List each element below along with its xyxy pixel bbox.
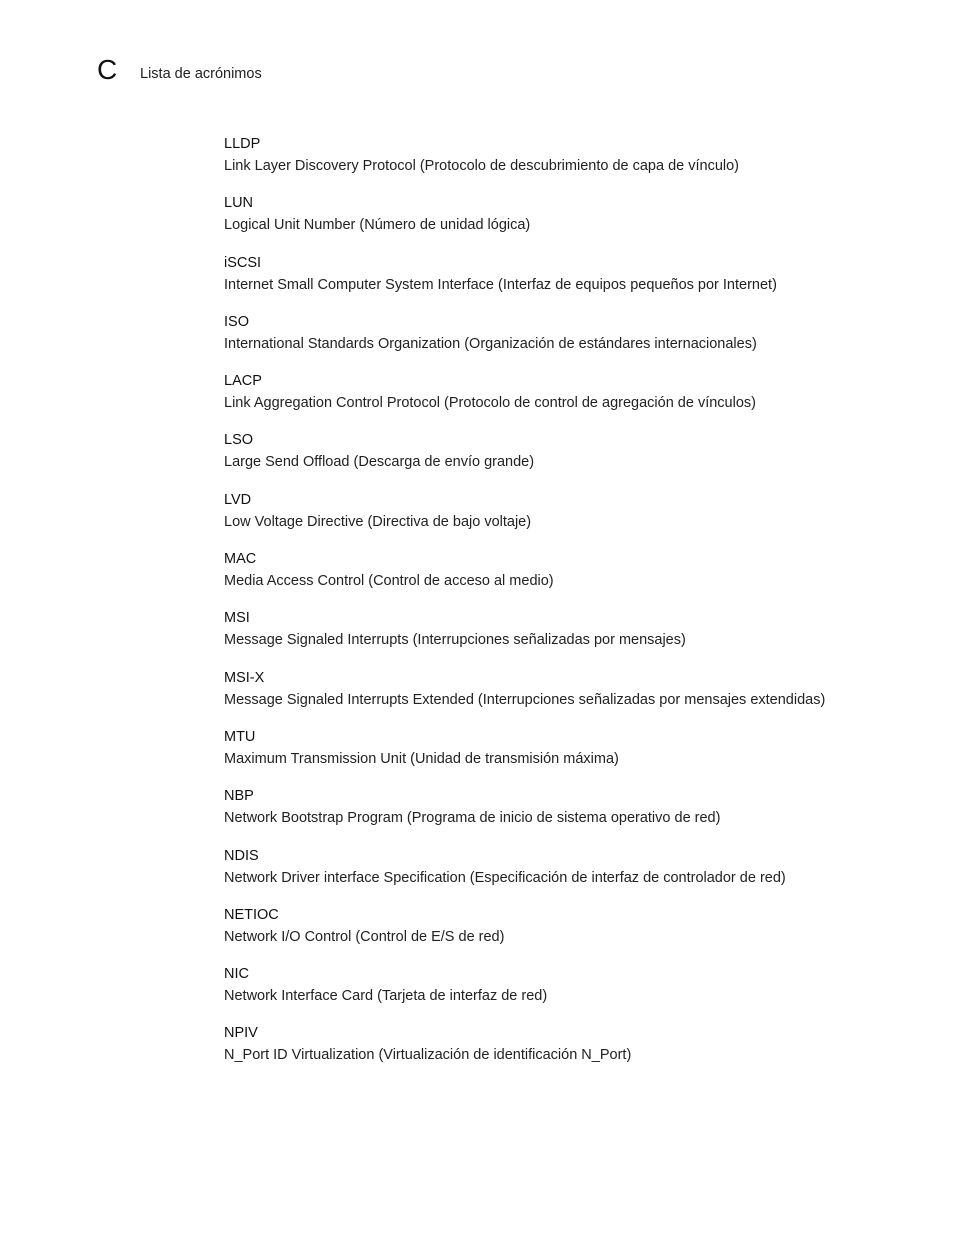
acronym-entry-lldp — [224, 134, 924, 193]
acronym-entry-mac — [224, 549, 924, 608]
acronym-term: LLDP — [224, 136, 261, 152]
chapter-letter: C — [97, 54, 118, 85]
acronym-term: iSCSI — [224, 254, 262, 271]
acronym-term: LACP — [224, 373, 262, 390]
acronym-definition: Message Signaled Interrupts Extended (Interrupciones señalizadas por mensajes extendidas) — [224, 691, 826, 708]
acronym-term: MSI — [224, 610, 250, 627]
acronym-term: MSI-X — [224, 669, 265, 686]
acronym-term: NIC — [224, 966, 249, 983]
acronym-entry-nbp — [224, 786, 924, 845]
acronym-list — [224, 134, 924, 1083]
acronym-entry-lun — [224, 193, 924, 252]
acronym-definition: Large Send Offload (Descarga de envío grande) — [224, 454, 535, 471]
acronym-entry-nic — [224, 964, 924, 1023]
acronym-definition: Link Layer Discovery Protocol (Protocolo de descubrimiento de capa de vínculo) — [224, 158, 740, 174]
acronym-entry-npiv — [224, 1023, 924, 1082]
acronym-term: LSO — [224, 432, 254, 449]
acronym-term: LVD — [224, 491, 252, 508]
acronym-term: NBP — [224, 788, 254, 805]
acronym-definition: N_Port ID Virtualization (Virtualización de identificación N_Port) — [224, 1047, 632, 1064]
acronym-entry-iso — [224, 312, 924, 371]
acronym-entry-iscsi — [224, 253, 924, 312]
acronym-entry-netioc — [224, 905, 924, 964]
acronym-definition: Message Signaled Interrupts (Interrupciones señalizadas por mensajes) — [224, 632, 686, 649]
acronym-term: NDIS — [224, 847, 259, 864]
acronym-term: MAC — [224, 551, 257, 568]
acronym-definition: Maximum Transmission Unit (Unidad de transmisión máxima) — [224, 750, 619, 767]
acronym-definition: Network I/O Control (Control de E/S de red) — [224, 928, 505, 945]
acronym-definition: Media Access Control (Control de acceso al medio) — [224, 573, 554, 590]
acronym-definition: Logical Unit Number (Número de unidad lógica) — [224, 217, 531, 234]
acronym-term: NPIV — [224, 1025, 258, 1042]
acronym-definition: Network Bootstrap Program (Programa de inicio de sistema operativo de red) — [224, 810, 721, 827]
acronym-entry-lvd — [224, 490, 924, 549]
acronym-entry-mtu — [224, 727, 924, 786]
acronym-entry-lacp — [224, 371, 924, 430]
acronym-definition: International Standards Organization (Organización de estándares internacionales) — [224, 335, 757, 352]
acronym-definition: Network Driver interface Specification (Especificación de interfaz de controlador de red) — [224, 869, 786, 886]
acronym-definition: Network Interface Card (Tarjeta de interfaz de red) — [224, 988, 548, 1005]
acronym-definition: Internet Small Computer System Interface (Interfaz de equipos pequeños por Internet) — [224, 276, 777, 293]
acronym-definition: Link Aggregation Control Protocol (Protocolo de control de agregación de vínculos) — [224, 395, 756, 412]
acronym-term: MTU — [224, 728, 256, 745]
acronym-term: NETIOC — [224, 906, 279, 923]
chapter-title: Lista de acrónimos — [140, 66, 262, 82]
acronym-entry-msi — [224, 608, 924, 667]
acronym-entry-ndis — [224, 846, 924, 905]
acronym-definition: Low Voltage Directive (Directiva de bajo voltaje) — [224, 513, 532, 530]
acronym-entry-msi-x — [224, 668, 924, 727]
acronym-term: ISO — [224, 313, 249, 330]
acronym-term: LUN — [224, 195, 254, 212]
acronym-entry-lso — [224, 430, 924, 489]
